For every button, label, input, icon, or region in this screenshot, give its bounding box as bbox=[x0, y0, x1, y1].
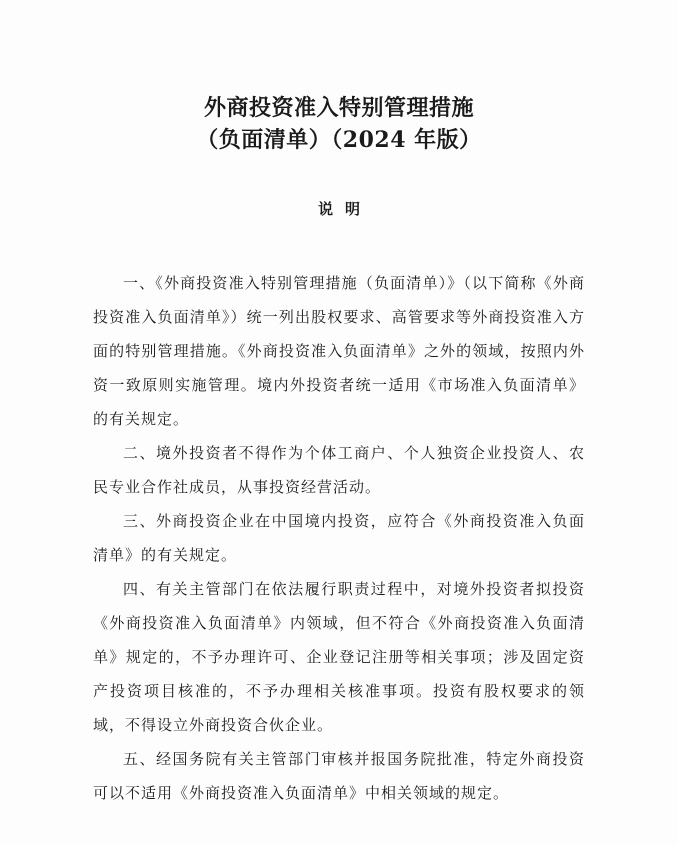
paragraph-5: 五、经国务院有关主管部门审核并报国务院批准，特定外商投资可以不适用《外商投资准入负面清单》中相关领域的规定。 bbox=[93, 750, 585, 802]
paragraph-1: 一、《外商投资准入特别管理措施（负面清单）》（以下简称《外商投资准入负面清单》）统一列出股权要求、高管要求等外商投资准入方面的特别管理措施。《外商投资准入负面清单》之外的领域，按照内外资一致原则实施管理。境内外投资者统一适用《市场准入负面清单》的有关规定。 bbox=[93, 274, 585, 428]
document-body bbox=[93, 266, 585, 810]
title-line-2: （负面清单）（2024 年版） bbox=[196, 127, 482, 153]
title-line-1: 外商投资准入特别管理措施 bbox=[203, 95, 474, 121]
paragraph-4: 四、有关主管部门在依法履行职责过程中，对境外投资者拟投资《外商投资准入负面清单》内领域，但不符合《外商投资准入负面清单》规定的，不予办理许可、企业登记注册等相关事项；涉及固定资产投资项目核准的，不予办理相关核准事项。投资有股权要求的领域，不得设立外商投资合伙企业。 bbox=[93, 580, 585, 734]
document-title bbox=[0, 92, 678, 156]
paragraph-2: 二、境外投资者不得作为个体工商户、个人独资企业投资人、农民专业合作社成员，从事投资经营活动。 bbox=[93, 444, 585, 496]
section-heading: 说明 bbox=[317, 200, 372, 218]
paragraph-3: 三、外商投资企业在中国境内投资，应符合《外商投资准入负面清单》的有关规定。 bbox=[93, 512, 585, 564]
